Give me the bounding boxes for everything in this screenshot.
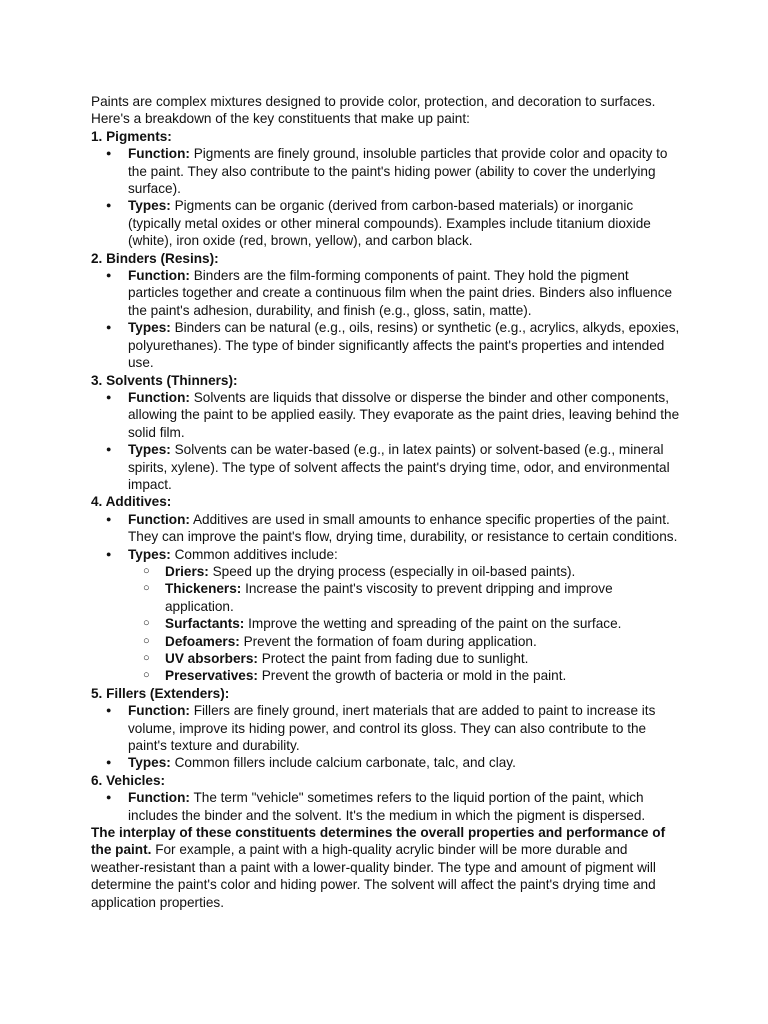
item-label: Function: bbox=[128, 146, 190, 162]
sub-list-item bbox=[165, 563, 681, 580]
list-item bbox=[128, 754, 681, 771]
list-item bbox=[128, 511, 681, 546]
list-item bbox=[128, 441, 681, 493]
section-heading-vehicles: 6. Vehicles: bbox=[91, 772, 166, 788]
section-heading-additives: 4. Additives: bbox=[91, 494, 172, 510]
sub-item-label: UV absorbers: bbox=[165, 651, 258, 666]
section-heading-fillers: 5. Fillers (Extenders): bbox=[91, 685, 230, 701]
item-text: The term "vehicle" sometimes refers to the liquid portion of the paint, which includes the binder and the solvent. It's the medium in which the pigment is dispersed. bbox=[128, 790, 646, 823]
section-heading-pigments: 1. Pigments: bbox=[91, 128, 172, 144]
fillers-list bbox=[91, 702, 681, 772]
list-item bbox=[128, 145, 681, 197]
additive-types-list bbox=[128, 563, 681, 685]
list-item bbox=[128, 197, 681, 249]
item-label: Types: bbox=[128, 442, 171, 458]
item-label: Function: bbox=[128, 389, 190, 405]
intro-paragraph: Paints are complex mixtures designed to provide color, protection, and decoration to surfaces. Here's a breakdown of the key constituents that make up paint: bbox=[91, 94, 656, 127]
item-text: Common fillers include calcium carbonate, talc, and clay. bbox=[170, 755, 516, 771]
item-text: Pigments can be organic (derived from carbon-based materials) or inorganic (typically metal oxides or other mineral compounds). Examples include titanium dioxide (white), iron oxide (red, brown, yellow), and carbon black. bbox=[128, 198, 651, 249]
item-text: Binders can be natural (e.g., oils, resins) or synthetic (e.g., acrylics, alkyds, epoxies, polyurethanes). The type of binder significantly affects the paint's properties and intended use. bbox=[128, 320, 680, 371]
conclusion-bold: The interplay of these constituents determines the overall properties and performance of the paint. bbox=[91, 825, 666, 858]
item-label: Types: bbox=[128, 755, 171, 771]
sub-item-text: Prevent the formation of foam during application. bbox=[239, 633, 537, 649]
item-label: Types: bbox=[128, 320, 171, 336]
list-item bbox=[128, 267, 681, 319]
list-item bbox=[128, 319, 681, 371]
list-item bbox=[128, 389, 681, 441]
conclusion-paragraph bbox=[91, 824, 681, 911]
item-label: Function: bbox=[128, 703, 190, 719]
list-item bbox=[128, 546, 681, 685]
sub-list-item bbox=[165, 633, 681, 650]
item-label: Types: bbox=[128, 198, 171, 214]
list-item bbox=[128, 789, 681, 824]
item-text: Pigments are finely ground, insoluble particles that provide color and opacity to the paint. They also contribute to the paint's hiding power (ability to cover the underlying surface). bbox=[128, 146, 668, 197]
sub-item-label: Driers: bbox=[165, 563, 209, 579]
sub-item-label: Defoamers: bbox=[165, 633, 240, 649]
item-label: Function: bbox=[128, 268, 190, 284]
sub-item-text: Improve the wetting and spreading of the paint on the surface. bbox=[244, 616, 622, 632]
additives-list bbox=[91, 511, 681, 685]
document-body bbox=[91, 93, 681, 911]
sub-item-text: Protect the paint from fading due to sunlight. bbox=[257, 651, 529, 666]
sub-list-item bbox=[165, 580, 681, 615]
item-text: Common additives include: bbox=[170, 546, 338, 562]
item-label: Function: bbox=[128, 790, 190, 806]
item-text: Fillers are finely ground, inert materials that are added to paint to increase its volume, improve its hiding power, and control its gloss. They can also contribute to the paint's texture and durability. bbox=[128, 703, 656, 754]
binders-list bbox=[91, 267, 681, 371]
sub-list-item bbox=[165, 615, 681, 632]
item-label: Types: bbox=[128, 546, 171, 562]
sub-list-item bbox=[165, 650, 681, 667]
sub-item-text: Speed up the drying process (especially in oil-based paints). bbox=[208, 563, 576, 579]
vehicles-list bbox=[91, 789, 681, 824]
item-text: Solvents can be water-based (e.g., in latex paints) or solvent-based (e.g., mineral spirits, xylene). The type of solvent affects the paint's drying time, odor, and environmental impact. bbox=[128, 442, 670, 492]
conclusion-text: For example, a paint with a high-quality acrylic binder will be more durable and weather-resistant than a paint with a lower-quality binder. The type and amount of pigment will determine the paint's color and hiding power. The solvent will affect the paint's drying time and application properties. bbox=[91, 842, 656, 910]
sub-item-label: Preservatives: bbox=[165, 668, 258, 684]
sub-item-label: Thickeners: bbox=[165, 581, 242, 597]
sub-item-text: Increase the paint's viscosity to prevent dripping and improve application. bbox=[165, 581, 613, 614]
sub-item-text: Prevent the growth of bacteria or mold in the paint. bbox=[257, 668, 567, 684]
list-item bbox=[128, 702, 681, 754]
item-text: Solvents are liquids that dissolve or disperse the binder and other components, allowing the paint to be applied easily. They evaporate as the paint dries, leaving behind the solid film. bbox=[128, 389, 680, 440]
sub-item-label: Surfactants: bbox=[165, 616, 245, 632]
item-text: Additives are used in small amounts to enhance specific properties of the paint. They can improve the paint's flow, drying time, durability, or resistance to certain conditions. bbox=[128, 511, 678, 545]
item-text: Binders are the film-forming components of paint. They hold the pigment particles together and create a continuous film when the paint dries. Binders also influence the paint's adhesion, durability, and finish (e.g., gloss, satin, matte). bbox=[128, 268, 673, 318]
section-heading-solvents: 3. Solvents (Thinners): bbox=[91, 372, 238, 388]
section-heading-binders: 2. Binders (Resins): bbox=[91, 250, 219, 266]
solvents-list bbox=[91, 389, 681, 493]
item-label: Function: bbox=[128, 511, 190, 527]
sub-list-item bbox=[165, 667, 681, 684]
pigments-list bbox=[91, 145, 681, 249]
